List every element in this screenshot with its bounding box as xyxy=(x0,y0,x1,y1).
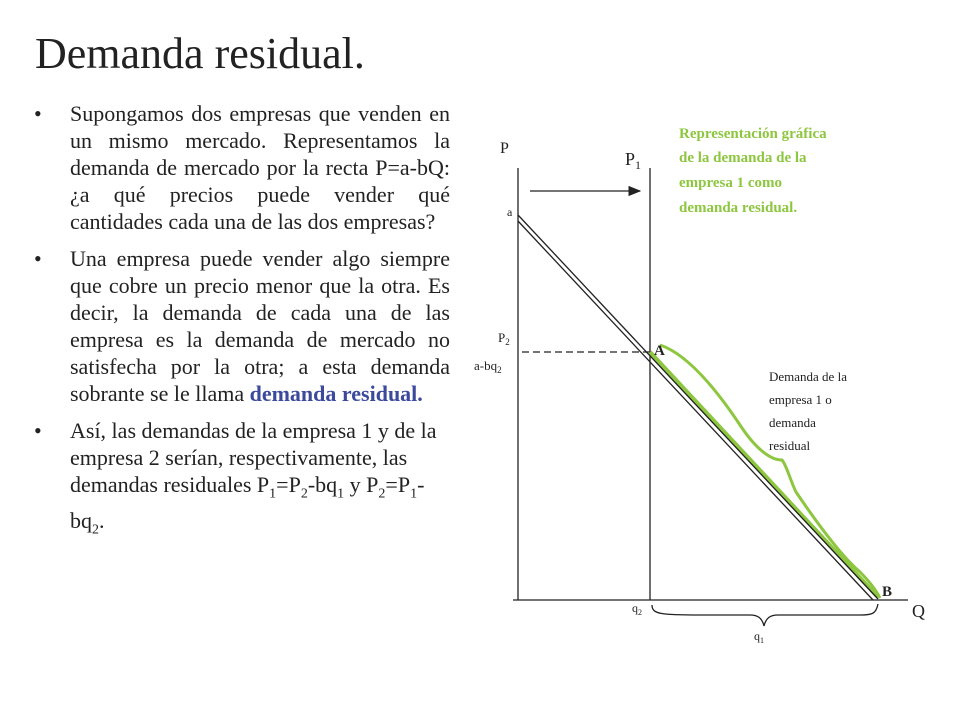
label-a-bq2: $a-bq_2$ xyxy=(474,358,502,375)
label-a: a xyxy=(507,205,513,219)
label-p2: $P_2$ xyxy=(498,330,510,347)
bullet-text: Así, las demandas de la empresa 1 y de la empresa 2 serían, respectivamente, las demandas residuales $P_1=P_2-bq_1$ y $P_2=P_1-bq_2$. xyxy=(70,418,437,538)
point-b-label: B xyxy=(882,584,893,600)
svg-text:empresa 1 como: empresa 1 como xyxy=(679,175,783,191)
label-q1: $q_1$ xyxy=(754,629,764,645)
axis-label-q: Q xyxy=(912,601,925,621)
axis-label-p: P xyxy=(500,140,509,157)
highlight-term: demanda residual. xyxy=(249,381,423,406)
svg-text:demanda residual.: demanda residual. xyxy=(679,200,798,216)
bullet-marker: • xyxy=(34,101,42,126)
svg-text:demanda: demanda xyxy=(769,415,816,430)
label-p1: $P_1$ xyxy=(625,149,642,172)
bullet-marker: • xyxy=(34,418,42,443)
green-caption xyxy=(679,126,827,216)
residual-caption xyxy=(769,369,847,453)
bullet-text: Supongamos dos empresas que venden en un mismo mercado. Representamos la demanda de mercado por la recta P=a-bQ: ¿a qué precios puede vender qué cantidades cada una de las dos empresas? xyxy=(70,101,450,234)
demand-line xyxy=(518,215,878,599)
svg-text:residual: residual xyxy=(769,438,811,453)
bullet-marker: • xyxy=(34,246,42,271)
q1-brace xyxy=(652,604,878,626)
svg-text:Demanda de la: Demanda de la xyxy=(769,369,847,384)
svg-text:Representación gráfica: Representación gráfica xyxy=(679,126,827,142)
svg-text:de la demanda de la: de la demanda de la xyxy=(679,150,807,166)
demand-line xyxy=(518,221,873,600)
label-q2: $q_2$ xyxy=(632,601,642,617)
page-title: Demanda residual. xyxy=(35,29,365,78)
point-a-label: A xyxy=(654,343,665,359)
svg-text:empresa 1 o: empresa 1 o xyxy=(769,392,832,407)
residual-demand-segment xyxy=(650,352,878,597)
bullet-text: Una empresa puede vender algo siempre que cobre un precio menor que la otra. Es decir, la demanda de cada una de las empresa es la demanda de mercado no satisfecha por la otra; a esta demanda sobrante se le llama xyxy=(70,246,450,406)
